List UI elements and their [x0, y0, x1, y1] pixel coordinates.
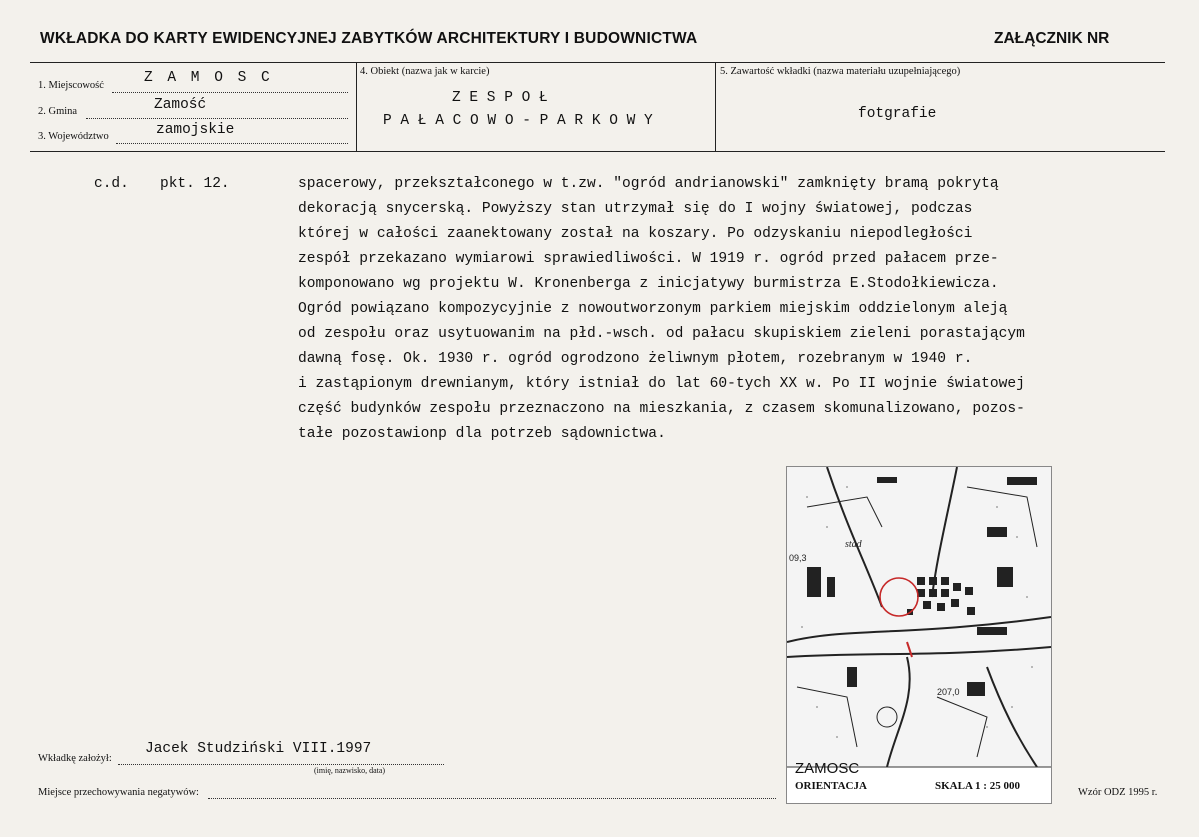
miejscowosc-label: 1. Miejscowość — [38, 80, 104, 91]
zalozyl-dots — [118, 764, 444, 765]
map-label-stad: stad — [845, 539, 862, 550]
body-line: dawną fosę. Ok. 1930 r. ogród ogrodzono żeliwnym płotem, rozebranym w 1940 r. — [298, 351, 973, 367]
grid-bottom-line — [30, 151, 1165, 152]
wojewodztwo-label: 3. Województwo — [38, 131, 109, 142]
zalozyl-label: Wkładkę założył: — [38, 753, 112, 764]
body-line: zespół przekazano wymiarowi sprawiedliwości. W 1919 r. ogród przed pałacem prze- — [298, 251, 999, 267]
wojewodztwo-value: zamojskie — [156, 122, 235, 138]
obiekt-line-2: P A Ł A C O W O - P A R K O W Y — [383, 113, 653, 129]
body-line: część budynków zespołu przeznaczono na mieszkania, z czasem skomunalizowano, pozos- — [298, 401, 1025, 417]
map-drawing — [787, 467, 1051, 803]
body-line: Ogród powiązano kompozycyjnie z nowoutworzonym parkiem miejskim oddzielonym aleją — [298, 301, 1008, 317]
miejscowosc-dots — [112, 92, 348, 93]
grid-divider-1 — [356, 62, 357, 152]
map-town-name: ZAMOSC — [795, 760, 860, 777]
zalozyl-hint: (imię, nazwisko, data) — [314, 766, 386, 775]
grid-divider-2 — [715, 62, 716, 152]
zawartosc-label: 5. Zawartość wkładki (nazwa materiału uzupełniającego) — [720, 66, 961, 77]
body-line: i zastąpionym drewnianym, który istniał do lat 60-tych XX w. Po II wojnie światowej — [298, 376, 1025, 392]
map-orientation-label: ORIENTACJA — [795, 780, 867, 792]
obiekt-label: 4. Obiekt (nazwa jak w karcie) — [360, 66, 490, 77]
gmina-dots — [86, 118, 348, 119]
obiekt-line-1: Z E S P O Ł — [452, 90, 548, 106]
point-number: pkt. 12. — [160, 176, 230, 192]
body-line: od zespołu oraz usytuowanim na płd.-wsch. od pałacu skupiskiem zieleni porastającym — [298, 326, 1025, 342]
zawartosc-value: fotgrafie — [858, 106, 937, 122]
miejsce-dots — [208, 798, 776, 799]
body-line: komponowano wg projektu W. Kronenberga z inicjatywy burmistrza E.Stodołkiewicza. — [298, 276, 999, 292]
gmina-label: 2. Gmina — [38, 106, 78, 117]
form-template-version: Wzór ODZ 1995 r. — [1078, 787, 1158, 798]
continued-marker: c.d. — [94, 176, 129, 192]
body-line: której w całości zaanektowany został na koszary. Po odzyskaniu niepodległości — [298, 226, 973, 242]
wojewodztwo-dots — [116, 143, 348, 144]
gmina-value: Zamość — [154, 97, 207, 113]
map-label-elevation-1: 09,3 — [789, 553, 807, 563]
form-title: WKŁADKA DO KARTY EWIDENCYJNEJ ZABYTKÓW ARCHITEKTURY I BUDOWNICTWA — [40, 30, 698, 47]
miejsce-label: Miejsce przechowywania negatywów: — [38, 787, 199, 798]
orientation-map — [786, 466, 1052, 804]
map-label-elevation-2: 207,0 — [937, 687, 960, 697]
map-scale-label: SKALA 1 : 25 000 — [935, 780, 1020, 792]
zalozyl-value: Jacek Studziński VIII.1997 — [145, 741, 372, 757]
grid-top-line — [30, 62, 1165, 63]
miejscowosc-value: Z A M O S C — [144, 70, 273, 86]
body-line: spacerowy, przekształconego w t.zw. "ogród andrianowski" zamknięty bramą pokrytą — [298, 176, 999, 192]
annex-number-label: ZAŁĄCZNIK NR — [994, 30, 1110, 47]
body-line: tałe pozostawionp dla potrzeb sądownictwa. — [298, 426, 666, 442]
body-line: dekoracją snycerską. Powyższy stan utrzymał się do I wojny światowej, podczas — [298, 201, 973, 217]
